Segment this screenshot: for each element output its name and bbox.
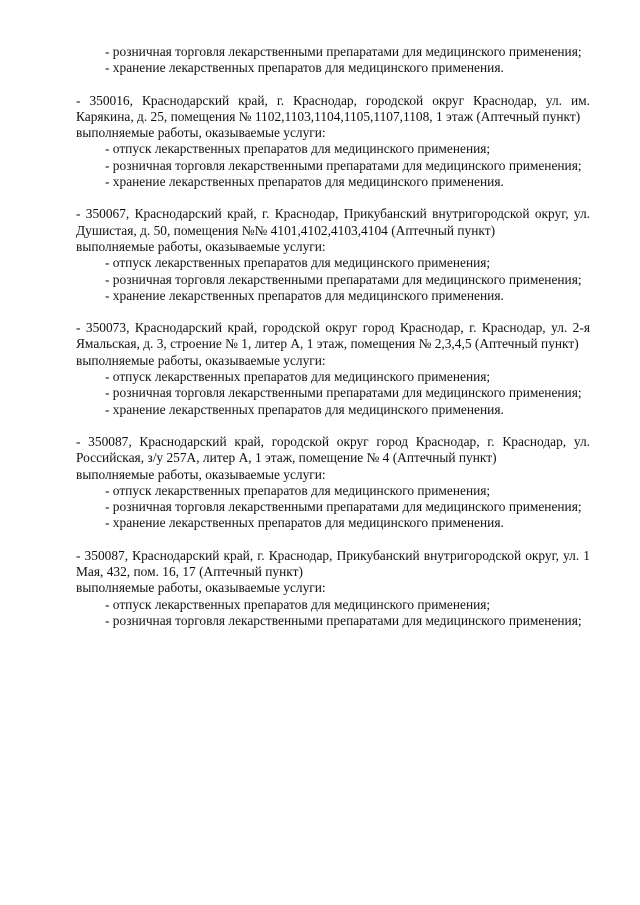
pharmacy-entry <box>76 206 590 304</box>
services-label: выполняемые работы, оказываемые услуги: <box>76 352 326 368</box>
services-label: выполняемые работы, оказываемые услуги: <box>76 125 326 141</box>
service-item: - отпуск лекарственных препаратов для медицинского применения; <box>105 482 491 498</box>
service-item: - розничная торговля лекарственными препаратами для медицинского применения; <box>105 271 582 287</box>
address-text: - 350016, Краснодарский край, г. Краснодар, городской округ Краснодар, ул. им. Карякина, д. 25, помещения № 1102,1103,1104,1105,1107,1108, 1 этаж (Аптечный пункт) <box>76 92 590 124</box>
service-item: - отпуск лекарственных препаратов для медицинского применения; <box>105 596 491 612</box>
services-label: выполняемые работы, оказываемые услуги: <box>76 580 326 596</box>
pharmacy-entry <box>76 434 590 532</box>
service-item: - хранение лекарственных препаратов для медицинского применения. <box>105 287 504 303</box>
service-item: - отпуск лекарственных препаратов для медицинского применения; <box>105 255 491 271</box>
address-text: - 350067, Краснодарский край, г. Краснодар, Прикубанский внутригородской округ, ул. Душистая, д. 50, помещения №№ 4101,4102,4103,4104 (Аптечный пункт) <box>76 206 590 238</box>
service-item: - розничная торговля лекарственными препаратами для медицинского применения; <box>105 157 582 173</box>
pharmacy-entry <box>76 93 590 191</box>
service-item: - розничная торговля лекарственными препаратами для медицинского применения; <box>105 499 582 515</box>
address-text: - 350073, Краснодарский край, городской округ город Краснодар, г. Краснодар, ул. 2-я Ямальская, д. 3, строение № 1, литер А, 1 этаж, помещения № 2,3,4,5 (Аптечный пункт) <box>76 320 590 352</box>
service-item: - хранение лекарственных препаратов для медицинского применения. <box>105 401 504 417</box>
service-item: - хранение лекарственных препаратов для медицинского применения. <box>105 174 504 190</box>
pharmacy-entry <box>76 320 590 418</box>
service-item: - отпуск лекарственных препаратов для медицинского применения; <box>105 141 491 157</box>
address-text: - 350087, Краснодарский край, городской округ город Краснодар, г. Краснодар, ул. Российская, з/у 257А, литер А, 1 этаж, помещение № 4 (Аптечный пункт) <box>76 433 590 466</box>
intro-line: - розничная торговля лекарственными препаратами для медицинского применения; <box>105 44 582 59</box>
intro-line: - хранение лекарственных препаратов для медицинского применения. <box>105 60 504 76</box>
services-label: выполняемые работы, оказываемые услуги: <box>76 466 326 482</box>
service-item: - розничная торговля лекарственными препаратами для медицинского применения; <box>105 612 582 628</box>
pharmacy-entry <box>76 548 590 629</box>
service-item: - хранение лекарственных препаратов для медицинского применения. <box>105 515 504 531</box>
service-item: - розничная торговля лекарственными препаратами для медицинского применения; <box>105 385 582 401</box>
address-text: - 350087, Краснодарский край, г. Краснодар, Прикубанский внутригородской округ, ул. 1 Мая, 432, пом. 16, 17 (Аптечный пункт) <box>76 547 590 580</box>
services-label: выполняемые работы, оказываемые услуги: <box>76 238 326 254</box>
intro-section <box>76 44 590 77</box>
service-item: - отпуск лекарственных препаратов для медицинского применения; <box>105 369 491 385</box>
